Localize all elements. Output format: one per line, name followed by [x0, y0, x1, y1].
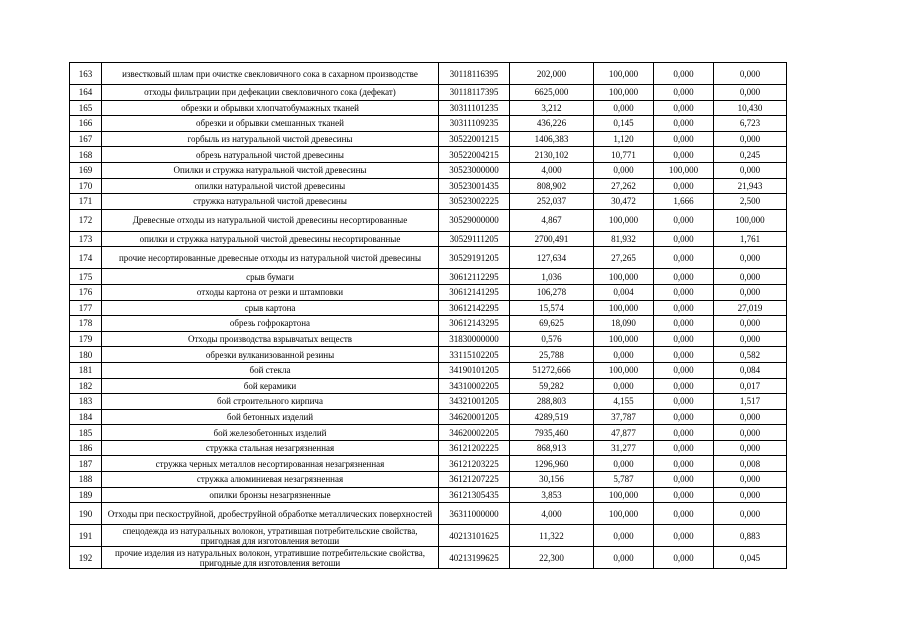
- row-number-cell: 176: [70, 284, 102, 300]
- value-d-cell: 0,582: [714, 347, 787, 363]
- value-d-cell: 100,000: [714, 209, 787, 231]
- value-a-cell: 1406,383: [510, 131, 594, 147]
- value-b-cell: 47,877: [594, 425, 654, 441]
- value-d-cell: 2,500: [714, 194, 787, 210]
- waste-name-cell: опилки и стружка натуральной чистой древесины несортированные: [102, 231, 439, 247]
- table-row: [70, 362, 787, 378]
- waste-name-cell: Опилки и стружка натуральной чистой древесины: [102, 162, 439, 178]
- table-row: [70, 316, 787, 332]
- value-c-cell: 0,000: [654, 178, 714, 194]
- row-number-cell: 188: [70, 472, 102, 488]
- value-b-cell: 27,265: [594, 247, 654, 269]
- table-row: [70, 378, 787, 394]
- row-number-cell: 185: [70, 425, 102, 441]
- waste-code-cell: 30523001435: [439, 178, 510, 194]
- value-c-cell: 0,000: [654, 503, 714, 525]
- value-c-cell: 0,000: [654, 440, 714, 456]
- value-c-cell: 0,000: [654, 409, 714, 425]
- waste-name-cell: обрезки вулканизованной резины: [102, 347, 439, 363]
- value-a-cell: 1296,960: [510, 456, 594, 472]
- row-number-cell: 182: [70, 378, 102, 394]
- waste-name-cell: бой строительного кирпича: [102, 394, 439, 410]
- value-a-cell: 808,902: [510, 178, 594, 194]
- value-a-cell: 3,212: [510, 100, 594, 116]
- value-d-cell: 0,000: [714, 131, 787, 147]
- value-c-cell: 0,000: [654, 300, 714, 316]
- waste-name-cell: срыв картона: [102, 300, 439, 316]
- value-b-cell: 18,090: [594, 316, 654, 332]
- table-row: [70, 269, 787, 285]
- value-a-cell: 25,788: [510, 347, 594, 363]
- value-a-cell: 202,000: [510, 63, 594, 85]
- value-b-cell: 0,000: [594, 347, 654, 363]
- value-b-cell: 100,000: [594, 63, 654, 85]
- table-row: [70, 162, 787, 178]
- value-a-cell: 2130,102: [510, 147, 594, 163]
- value-c-cell: 0,000: [654, 147, 714, 163]
- row-number-cell: 165: [70, 100, 102, 116]
- value-d-cell: 27,019: [714, 300, 787, 316]
- table-row: [70, 525, 787, 547]
- row-number-cell: 192: [70, 547, 102, 569]
- waste-name-cell: бой железобетонных изделий: [102, 425, 439, 441]
- value-b-cell: 5,787: [594, 472, 654, 488]
- value-a-cell: 11,322: [510, 525, 594, 547]
- value-b-cell: 37,787: [594, 409, 654, 425]
- waste-code-cell: 30612142295: [439, 300, 510, 316]
- value-b-cell: 100,000: [594, 487, 654, 503]
- waste-code-cell: 34310002205: [439, 378, 510, 394]
- row-number-cell: 178: [70, 316, 102, 332]
- value-b-cell: 100,000: [594, 503, 654, 525]
- value-b-cell: 31,277: [594, 440, 654, 456]
- table-row: [70, 147, 787, 163]
- value-b-cell: 0,145: [594, 116, 654, 132]
- table-row: [70, 503, 787, 525]
- value-c-cell: 0,000: [654, 347, 714, 363]
- row-number-cell: 184: [70, 409, 102, 425]
- value-d-cell: 1,761: [714, 231, 787, 247]
- waste-code-cell: 36311000000: [439, 503, 510, 525]
- row-number-cell: 189: [70, 487, 102, 503]
- waste-name-cell: стружка черных металлов несортированная незагрязненная: [102, 456, 439, 472]
- value-a-cell: 7935,460: [510, 425, 594, 441]
- row-number-cell: 166: [70, 116, 102, 132]
- value-a-cell: 868,913: [510, 440, 594, 456]
- waste-code-cell: 30522001215: [439, 131, 510, 147]
- value-b-cell: 10,771: [594, 147, 654, 163]
- value-c-cell: 0,000: [654, 269, 714, 285]
- value-d-cell: 0,000: [714, 472, 787, 488]
- row-number-cell: 181: [70, 362, 102, 378]
- value-b-cell: 0,000: [594, 525, 654, 547]
- value-a-cell: 4,867: [510, 209, 594, 231]
- value-c-cell: 0,000: [654, 525, 714, 547]
- value-b-cell: 100,000: [594, 269, 654, 285]
- waste-code-cell: 30612143295: [439, 316, 510, 332]
- value-a-cell: 106,278: [510, 284, 594, 300]
- table-row: [70, 347, 787, 363]
- value-b-cell: 100,000: [594, 85, 654, 101]
- waste-table: [69, 62, 787, 569]
- value-d-cell: 0,000: [714, 63, 787, 85]
- value-d-cell: 0,245: [714, 147, 787, 163]
- row-number-cell: 183: [70, 394, 102, 410]
- value-a-cell: 127,634: [510, 247, 594, 269]
- value-a-cell: 3,853: [510, 487, 594, 503]
- waste-code-cell: 34620002205: [439, 425, 510, 441]
- table-row: [70, 131, 787, 147]
- row-number-cell: 175: [70, 269, 102, 285]
- value-b-cell: 0,004: [594, 284, 654, 300]
- value-d-cell: 1,517: [714, 394, 787, 410]
- value-a-cell: 30,156: [510, 472, 594, 488]
- row-number-cell: 173: [70, 231, 102, 247]
- value-a-cell: 69,625: [510, 316, 594, 332]
- table-row: [70, 247, 787, 269]
- value-b-cell: 81,932: [594, 231, 654, 247]
- value-c-cell: 0,000: [654, 131, 714, 147]
- waste-code-cell: 30523000000: [439, 162, 510, 178]
- waste-code-cell: 36121202225: [439, 440, 510, 456]
- row-number-cell: 168: [70, 147, 102, 163]
- value-a-cell: 4,000: [510, 503, 594, 525]
- value-c-cell: 0,000: [654, 487, 714, 503]
- waste-name-cell: срыв бумаги: [102, 269, 439, 285]
- waste-code-cell: 30529191205: [439, 247, 510, 269]
- waste-name-cell: бой керамики: [102, 378, 439, 394]
- value-d-cell: 0,000: [714, 162, 787, 178]
- waste-name-cell: бой стекла: [102, 362, 439, 378]
- value-b-cell: 27,262: [594, 178, 654, 194]
- value-d-cell: 0,000: [714, 409, 787, 425]
- waste-name-cell: обрезь гофрокартона: [102, 316, 439, 332]
- value-a-cell: 2700,491: [510, 231, 594, 247]
- value-c-cell: 0,000: [654, 378, 714, 394]
- table-row: [70, 472, 787, 488]
- value-b-cell: 0,000: [594, 100, 654, 116]
- value-a-cell: 4289,519: [510, 409, 594, 425]
- row-number-cell: 172: [70, 209, 102, 231]
- table-row: [70, 209, 787, 231]
- waste-name-cell: стружка стальная незагрязненная: [102, 440, 439, 456]
- waste-name-cell: горбыль из натуральной чистой древесины: [102, 131, 439, 147]
- value-b-cell: 4,155: [594, 394, 654, 410]
- row-number-cell: 186: [70, 440, 102, 456]
- value-d-cell: 0,883: [714, 525, 787, 547]
- waste-code-cell: 40213199625: [439, 547, 510, 569]
- row-number-cell: 179: [70, 331, 102, 347]
- waste-code-cell: 36121305435: [439, 487, 510, 503]
- value-c-cell: 0,000: [654, 231, 714, 247]
- waste-code-cell: 30612112295: [439, 269, 510, 285]
- row-number-cell: 190: [70, 503, 102, 525]
- value-a-cell: 436,226: [510, 116, 594, 132]
- row-number-cell: 167: [70, 131, 102, 147]
- value-c-cell: 1,666: [654, 194, 714, 210]
- value-d-cell: 0,000: [714, 85, 787, 101]
- value-a-cell: 51272,666: [510, 362, 594, 378]
- table-row: [70, 394, 787, 410]
- value-c-cell: 0,000: [654, 362, 714, 378]
- value-c-cell: 0,000: [654, 209, 714, 231]
- table-row: [70, 456, 787, 472]
- value-b-cell: 0,000: [594, 378, 654, 394]
- waste-name-cell: прочие несортированные древесные отходы из натуральной чистой древесины: [102, 247, 439, 269]
- value-d-cell: 0,000: [714, 316, 787, 332]
- value-d-cell: 0,000: [714, 425, 787, 441]
- waste-code-cell: 36121207225: [439, 472, 510, 488]
- waste-code-cell: 30523002225: [439, 194, 510, 210]
- row-number-cell: 174: [70, 247, 102, 269]
- value-a-cell: 1,036: [510, 269, 594, 285]
- waste-code-cell: 36121203225: [439, 456, 510, 472]
- value-c-cell: 0,000: [654, 247, 714, 269]
- waste-code-cell: 30612141295: [439, 284, 510, 300]
- value-a-cell: 6625,000: [510, 85, 594, 101]
- table-row: [70, 116, 787, 132]
- waste-code-cell: 30522004215: [439, 147, 510, 163]
- table-row: [70, 194, 787, 210]
- table-row: [70, 547, 787, 569]
- value-b-cell: 30,472: [594, 194, 654, 210]
- value-b-cell: 100,000: [594, 331, 654, 347]
- value-a-cell: 15,574: [510, 300, 594, 316]
- waste-code-cell: 30529000000: [439, 209, 510, 231]
- value-d-cell: 0,000: [714, 331, 787, 347]
- value-b-cell: 1,120: [594, 131, 654, 147]
- waste-code-cell: 31830000000: [439, 331, 510, 347]
- value-c-cell: 0,000: [654, 116, 714, 132]
- value-b-cell: 100,000: [594, 362, 654, 378]
- waste-name-cell: Отходы производства взрывчатых веществ: [102, 331, 439, 347]
- table-row: [70, 300, 787, 316]
- value-b-cell: 0,000: [594, 547, 654, 569]
- value-d-cell: 0,000: [714, 440, 787, 456]
- value-d-cell: 21,943: [714, 178, 787, 194]
- row-number-cell: 180: [70, 347, 102, 363]
- waste-code-cell: 34620001205: [439, 409, 510, 425]
- value-b-cell: 0,000: [594, 456, 654, 472]
- value-d-cell: 10,430: [714, 100, 787, 116]
- waste-code-cell: 40213101625: [439, 525, 510, 547]
- waste-name-cell: отходы фильтрации при дефекации свекловичного сока (дефекат): [102, 85, 439, 101]
- value-c-cell: 0,000: [654, 331, 714, 347]
- waste-name-cell: обрезки и обрывки хлопчатобумажных тканей: [102, 100, 439, 116]
- value-b-cell: 0,000: [594, 162, 654, 178]
- waste-name-cell: обрезь натуральной чистой древесины: [102, 147, 439, 163]
- waste-name-cell: бой бетонных изделий: [102, 409, 439, 425]
- waste-code-cell: 30529111205: [439, 231, 510, 247]
- value-b-cell: 100,000: [594, 300, 654, 316]
- value-d-cell: 0,045: [714, 547, 787, 569]
- waste-code-cell: 34321001205: [439, 394, 510, 410]
- value-a-cell: 59,282: [510, 378, 594, 394]
- value-b-cell: 100,000: [594, 209, 654, 231]
- row-number-cell: 191: [70, 525, 102, 547]
- row-number-cell: 187: [70, 456, 102, 472]
- table-row: [70, 100, 787, 116]
- value-a-cell: 252,037: [510, 194, 594, 210]
- waste-code-cell: 30118117395: [439, 85, 510, 101]
- value-d-cell: 0,084: [714, 362, 787, 378]
- value-c-cell: 0,000: [654, 394, 714, 410]
- waste-name-cell: обрезки и обрывки смешанных тканей: [102, 116, 439, 132]
- table-row: [70, 440, 787, 456]
- value-d-cell: 0,000: [714, 503, 787, 525]
- value-d-cell: 0,000: [714, 247, 787, 269]
- table-row: [70, 85, 787, 101]
- value-c-cell: 0,000: [654, 456, 714, 472]
- value-c-cell: 0,000: [654, 85, 714, 101]
- table-row: [70, 63, 787, 85]
- value-d-cell: 6,723: [714, 116, 787, 132]
- value-c-cell: 100,000: [654, 162, 714, 178]
- value-c-cell: 0,000: [654, 100, 714, 116]
- waste-name-cell: отходы картона от резки и штамповки: [102, 284, 439, 300]
- table-row: [70, 284, 787, 300]
- waste-name-cell: опилки натуральной чистой древесины: [102, 178, 439, 194]
- value-a-cell: 4,000: [510, 162, 594, 178]
- waste-name-cell: Древесные отходы из натуральной чистой древесины несортированные: [102, 209, 439, 231]
- value-c-cell: 0,000: [654, 284, 714, 300]
- value-d-cell: 0,017: [714, 378, 787, 394]
- table-row: [70, 178, 787, 194]
- waste-code-cell: 30311101235: [439, 100, 510, 116]
- waste-name-cell: опилки бронзы незагрязненные: [102, 487, 439, 503]
- table-row: [70, 331, 787, 347]
- waste-name-cell: спецодежда из натуральных волокон, утратившая потребительские свойства, пригодная для изготовления ветоши: [102, 525, 439, 547]
- table-row: [70, 425, 787, 441]
- waste-code-cell: 33115102205: [439, 347, 510, 363]
- value-d-cell: 0,008: [714, 456, 787, 472]
- waste-name-cell: стружка натуральной чистой древесины: [102, 194, 439, 210]
- value-a-cell: 0,576: [510, 331, 594, 347]
- row-number-cell: 164: [70, 85, 102, 101]
- value-c-cell: 0,000: [654, 316, 714, 332]
- value-c-cell: 0,000: [654, 472, 714, 488]
- table-row: [70, 231, 787, 247]
- row-number-cell: 163: [70, 63, 102, 85]
- value-a-cell: 288,803: [510, 394, 594, 410]
- table-row: [70, 487, 787, 503]
- row-number-cell: 171: [70, 194, 102, 210]
- waste-table-body: [70, 63, 787, 569]
- waste-name-cell: стружка алюминиевая незагрязненная: [102, 472, 439, 488]
- value-c-cell: 0,000: [654, 425, 714, 441]
- row-number-cell: 177: [70, 300, 102, 316]
- value-c-cell: 0,000: [654, 547, 714, 569]
- value-d-cell: 0,000: [714, 269, 787, 285]
- table-row: [70, 409, 787, 425]
- value-a-cell: 22,300: [510, 547, 594, 569]
- waste-code-cell: 30118116395: [439, 63, 510, 85]
- value-c-cell: 0,000: [654, 63, 714, 85]
- row-number-cell: 170: [70, 178, 102, 194]
- waste-code-cell: 34190101205: [439, 362, 510, 378]
- waste-name-cell: прочие изделия из натуральных волокон, утратившие потребительские свойства, пригодные для изготовления ветоши: [102, 547, 439, 569]
- row-number-cell: 169: [70, 162, 102, 178]
- value-d-cell: 0,000: [714, 487, 787, 503]
- waste-name-cell: Отходы при пескоструйной, дробеструйной обработке металлических поверхностей: [102, 503, 439, 525]
- value-d-cell: 0,000: [714, 284, 787, 300]
- waste-name-cell: известковый шлам при очистке свекловичного сока в сахарном производстве: [102, 63, 439, 85]
- waste-code-cell: 30311109235: [439, 116, 510, 132]
